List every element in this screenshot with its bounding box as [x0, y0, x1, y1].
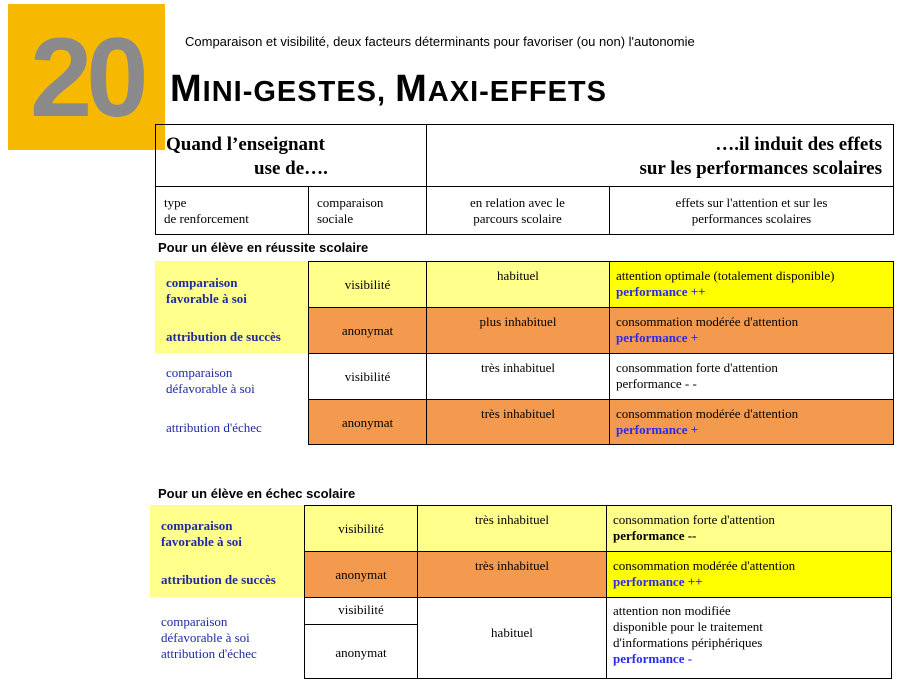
- s1-r2-social: anonymat: [308, 307, 426, 353]
- s2-r2-social: anonymat: [304, 551, 417, 597]
- title-rest1: INI-GESTES,: [202, 76, 396, 108]
- title-rest2: AXI-EFFETS: [427, 76, 607, 108]
- subheader-type: type de renforcement: [164, 195, 249, 226]
- s2-r2-parcours: très inhabituel: [417, 551, 606, 597]
- header-left-line2: use de….: [254, 158, 328, 179]
- s2-r1-effect: consommation forte d'attention performance --: [606, 505, 892, 551]
- s1-r4-type: attribution d'échec: [166, 420, 262, 435]
- s1-r3-type: comparaison défavorable à soi: [166, 365, 255, 396]
- subheader-effects: effets sur l'attention et sur les performances scolaires: [675, 195, 828, 226]
- chapter-number: 20: [30, 15, 143, 140]
- header-right-line2: sur les performances scolaires: [639, 158, 882, 179]
- s1-r1-parcours: habituel: [426, 261, 609, 307]
- s1-r2-type: attribution de succès: [166, 329, 281, 344]
- s1-r1-type: comparaison favorable à soi: [166, 275, 247, 306]
- s1-r4-social: anonymat: [308, 399, 426, 445]
- subheader-div1: [308, 187, 309, 235]
- s1-r1-social: visibilité: [308, 261, 426, 307]
- section2-label: Pour un élève en échec scolaire: [158, 486, 356, 501]
- s1-r3-social: visibilité: [308, 353, 426, 399]
- header-left: [160, 131, 425, 183]
- s1-r2-parcours: plus inhabituel: [426, 307, 609, 353]
- s1-r3-effect: consommation forte d'attention performance - -: [609, 353, 894, 399]
- s2-r1-social: visibilité: [304, 505, 417, 551]
- s1-r3-parcours: très inhabituel: [426, 353, 609, 399]
- s2-r3-parcours: habituel: [417, 597, 606, 679]
- s2-r3-type: comparaison défavorable à soi attribution d'échec: [161, 614, 257, 661]
- s2-r3-social-a: visibilité: [304, 597, 417, 624]
- title-m2: M: [395, 68, 428, 110]
- header-left-line1: Quand l’enseignant: [166, 134, 325, 155]
- subheader-social: comparaison sociale: [317, 195, 384, 226]
- s2-r2-type: attribution de succès: [161, 572, 276, 587]
- s1-r4-effect: consommation modérée d'attention performance +: [609, 399, 894, 445]
- s2-r2-effect: consommation modérée d'attention performance ++: [606, 551, 892, 597]
- header-divider: [426, 124, 427, 187]
- s2-r1-parcours: très inhabituel: [417, 505, 606, 551]
- title-m1: M: [170, 68, 203, 110]
- s1-r1-effect: attention optimale (totalement disponible) performance ++: [609, 261, 894, 307]
- header-right-line1: ….il induit des effets: [715, 134, 882, 155]
- header-right: [430, 131, 888, 183]
- page-title: [170, 68, 607, 111]
- s2-r3-social-b: anonymat: [304, 624, 417, 679]
- s2-r3-effect: attention non modifiée disponible pour le traitement d'informations périphériques performance -: [606, 597, 892, 679]
- chapter-number-badge: [8, 4, 165, 150]
- page-subtitle: Comparaison et visibilité, deux facteurs déterminants pour favoriser (ou non) l'autonomie: [185, 34, 695, 49]
- s1-r2-effect: consommation modérée d'attention performance +: [609, 307, 894, 353]
- section1-label: Pour un élève en réussite scolaire: [158, 240, 369, 255]
- s2-r1-type: comparaison favorable à soi: [161, 518, 242, 549]
- subheader-parcours: en relation avec le parcours scolaire: [470, 195, 565, 226]
- s1-r4-parcours: très inhabituel: [426, 399, 609, 445]
